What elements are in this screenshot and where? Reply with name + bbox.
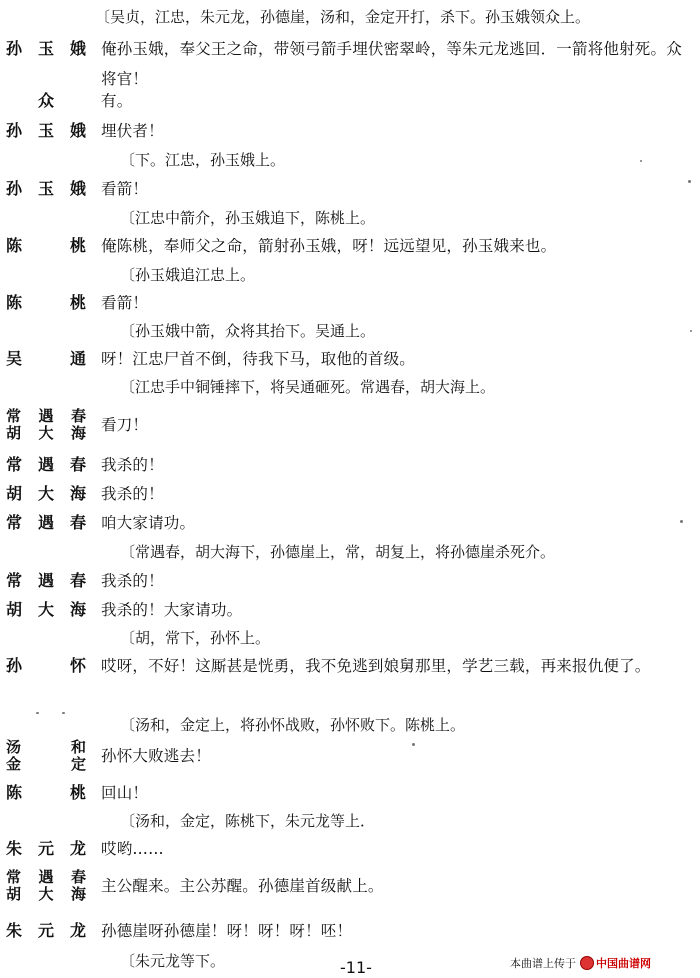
speaker-char: 大 <box>38 885 54 903</box>
dialogue-text: 我杀的！ <box>101 572 164 590</box>
speaker-name <box>6 484 86 504</box>
speaker-char: 龙 <box>69 921 86 940</box>
dialogue-line <box>0 568 700 596</box>
dialogue-text: 俺孙玉娥，奉父王之命，带领弓箭手埋伏密翠岭，等朱元龙逃回．一箭将他射死。众将官！ <box>101 40 682 88</box>
scan-speck <box>680 520 683 523</box>
dialogue-line <box>0 346 700 374</box>
speaker-char: 定 <box>70 755 86 773</box>
stage-direction: 〔汤和，金定上，将孙怀战败，孙怀败下。陈桃上。 <box>120 716 466 734</box>
speaker-char: 朱 <box>6 921 23 940</box>
speaker-char: 孙 <box>6 656 23 675</box>
stage-direction-line <box>0 262 700 290</box>
stage-direction-line <box>0 4 700 32</box>
dialogue-line <box>0 481 700 509</box>
dialogue-text: 我杀的！ <box>101 485 164 503</box>
dialogue-text: 孙怀大败逃去！ <box>101 747 211 765</box>
site-name: 中国曲谱网 <box>596 957 651 970</box>
dialogue-text: 主公醒来。主公苏醒。孙德崖首级献上。 <box>101 877 384 895</box>
speaker-name <box>6 349 86 369</box>
dialogue-line <box>0 118 700 146</box>
speaker-char: 玉 <box>37 39 54 58</box>
speaker-char: 常 <box>6 571 23 590</box>
dialogue-text: 我杀的！ <box>101 456 164 474</box>
speaker-name <box>6 571 86 591</box>
site-logo-icon <box>580 956 594 970</box>
speaker-char: 遇 <box>37 571 54 590</box>
dialogue-text: 看刀！ <box>101 416 149 434</box>
speaker-char: 遇 <box>37 455 54 474</box>
speaker-char: 陈 <box>6 293 23 312</box>
dialogue-text: 俺陈桃，奉师父之命，箭射孙玉娥，呀！远远望见，孙玉娥来也。 <box>101 237 557 255</box>
dialogue-line <box>0 836 700 864</box>
stage-direction-line <box>0 808 700 836</box>
speaker-char: 春 <box>69 455 86 474</box>
dialogue-text: 回山！ <box>101 784 149 802</box>
speaker-char: 胡 <box>6 885 22 903</box>
speaker-char: 大 <box>38 424 54 442</box>
speaker-char: 桃 <box>69 783 86 802</box>
dialogue-text: 埋伏者！ <box>101 122 164 140</box>
joint-speakers <box>6 869 86 903</box>
speaker-char: 春 <box>70 407 86 425</box>
dialogue-text: 孙德崖呀孙德崖！呀！呀！呀！呸！ <box>101 922 353 940</box>
dialogue-text: 看箭！ <box>101 180 149 198</box>
dialogue-line <box>0 780 700 808</box>
speaker-name <box>6 39 86 59</box>
dialogue-text: 看箭！ <box>101 294 149 312</box>
speaker-name <box>6 425 86 442</box>
speaker-name <box>6 739 86 756</box>
speaker-char: 众 <box>37 91 54 110</box>
speaker-char: 娥 <box>69 121 86 140</box>
stage-direction-line <box>0 625 700 653</box>
speaker-char: 海 <box>69 484 86 503</box>
dialogue-text: 我杀的！大家请功。 <box>101 601 243 619</box>
speaker-char: 玉 <box>37 121 54 140</box>
dialogue-line <box>0 597 700 625</box>
speaker-name <box>6 656 86 676</box>
speaker-char: 海 <box>69 600 86 619</box>
speaker-char: 胡 <box>6 484 23 503</box>
stage-direction: 〔吴贞，江忠，朱元龙，孙德崖，汤和，金定开打，杀下。孙玉娥领众上。 <box>95 8 591 26</box>
speaker-char: 朱 <box>6 839 23 858</box>
scan-speck <box>688 180 691 183</box>
speaker-char: 金 <box>6 755 22 773</box>
stage-direction: 〔下。江忠，孙玉娥上。 <box>120 151 286 169</box>
stage-direction-line <box>0 205 700 233</box>
dialogue-line <box>0 233 700 261</box>
joint-speakers <box>6 739 86 773</box>
stage-direction-line <box>0 539 700 567</box>
speaker-char: 龙 <box>69 839 86 858</box>
stage-direction-line <box>0 712 700 740</box>
dialogue-line <box>0 176 700 204</box>
speaker-char: 桃 <box>69 236 86 255</box>
dialogue-line <box>0 510 700 538</box>
speaker-char: 大 <box>37 600 54 619</box>
speaker-char: 娥 <box>69 39 86 58</box>
speaker-name <box>6 293 86 313</box>
dialogue-text: 咱大家请功。 <box>101 514 196 532</box>
stage-direction: 〔汤和，金定，陈桃下，朱元龙等上． <box>120 812 376 830</box>
site-logo <box>580 955 651 971</box>
page-number: -11- <box>340 958 372 977</box>
speaker-char: 春 <box>70 868 86 886</box>
dialogue-line <box>0 868 700 903</box>
speaker-char: 常 <box>6 868 22 886</box>
speaker-char: 春 <box>69 513 86 532</box>
stage-direction-line <box>0 374 700 402</box>
dialogue-line <box>0 918 700 946</box>
speaker-char: 怀 <box>69 656 86 675</box>
stage-direction: 〔孙玉娥追江忠上。 <box>120 266 256 284</box>
speaker-char: 孙 <box>6 39 23 58</box>
speaker-char: 元 <box>37 921 54 940</box>
speaker-char: 常 <box>6 513 23 532</box>
speaker-char: 和 <box>70 738 86 756</box>
speaker-name <box>6 408 86 425</box>
dialogue-text: 哎哟…… <box>101 840 164 858</box>
scan-speck <box>62 712 65 714</box>
speaker-char: 海 <box>70 424 86 442</box>
dialogue-line <box>0 452 700 480</box>
speaker-char: 遇 <box>38 868 54 886</box>
speaker-name <box>6 179 86 199</box>
speaker-name <box>6 600 86 620</box>
speaker-char: 海 <box>70 885 86 903</box>
scan-speck <box>640 160 642 162</box>
joint-speakers <box>6 408 86 442</box>
scan-speck <box>412 743 415 746</box>
speaker-name <box>6 513 86 533</box>
speaker-char: 胡 <box>6 424 22 442</box>
speaker-char: 遇 <box>37 513 54 532</box>
speaker-char: 通 <box>69 349 86 368</box>
speaker-char: 孙 <box>6 121 23 140</box>
speaker-name <box>6 886 86 903</box>
speaker-name <box>6 756 86 773</box>
speaker-name <box>6 839 86 859</box>
speaker-name <box>6 921 86 941</box>
dialogue-text: 有。 <box>101 92 133 110</box>
speaker-name <box>6 91 86 111</box>
speaker-char: 汤 <box>6 738 22 756</box>
scan-speck <box>690 330 692 332</box>
speaker-char: 大 <box>37 484 54 503</box>
stage-direction: 〔胡，常下，孙怀上。 <box>120 629 271 647</box>
stage-direction: 〔江忠手中铜锤摔下，将吴通砸死。常遇春，胡大海上。 <box>120 378 496 396</box>
speaker-char: 胡 <box>6 600 23 619</box>
speaker-name <box>6 455 86 475</box>
speaker-char: 孙 <box>6 179 23 198</box>
speaker-char: 遇 <box>38 407 54 425</box>
dialogue-text: 哎呀，不好！这厮甚是恍勇，我不免逃到娘舅那里，学艺三载，再来报仇便了。 <box>101 657 651 675</box>
speaker-name <box>6 236 86 256</box>
scan-speck <box>36 712 39 714</box>
stage-direction-line <box>0 318 700 346</box>
dialogue-line <box>0 36 700 88</box>
speaker-name <box>6 121 86 141</box>
speaker-char: 娥 <box>69 179 86 198</box>
dialogue-line <box>0 407 700 442</box>
stage-direction-line <box>0 147 700 175</box>
speaker-name <box>6 783 86 803</box>
dialogue-line <box>0 738 700 773</box>
upload-credit <box>510 955 651 971</box>
speaker-char: 陈 <box>6 783 23 802</box>
stage-direction: 〔常遇春，胡大海下，孙德崖上，常，胡复上，将孙德崖杀死介。 <box>120 543 556 561</box>
speaker-char: 常 <box>6 407 22 425</box>
dialogue-line <box>0 290 700 318</box>
speaker-char: 玉 <box>37 179 54 198</box>
speaker-char: 春 <box>69 571 86 590</box>
speaker-char: 元 <box>37 839 54 858</box>
dialogue-line <box>0 653 700 681</box>
speaker-char: 陈 <box>6 236 23 255</box>
credit-text: 本曲谱上传于 <box>510 957 576 970</box>
dialogue-line <box>0 88 700 116</box>
speaker-char: 常 <box>6 455 23 474</box>
stage-direction: 〔朱元龙等下。 <box>120 952 226 970</box>
stage-direction: 〔孙玉娥中箭，众将其抬下。吴通上。 <box>120 322 376 340</box>
speaker-char: 吴 <box>6 349 23 368</box>
speaker-name <box>6 869 86 886</box>
speaker-char: 桃 <box>69 293 86 312</box>
stage-direction: 〔江忠中箭介，孙玉娥追下，陈桃上。 <box>120 209 376 227</box>
dialogue-text: 呀！江忠尸首不倒，待我下马，取他的首级。 <box>101 350 416 368</box>
